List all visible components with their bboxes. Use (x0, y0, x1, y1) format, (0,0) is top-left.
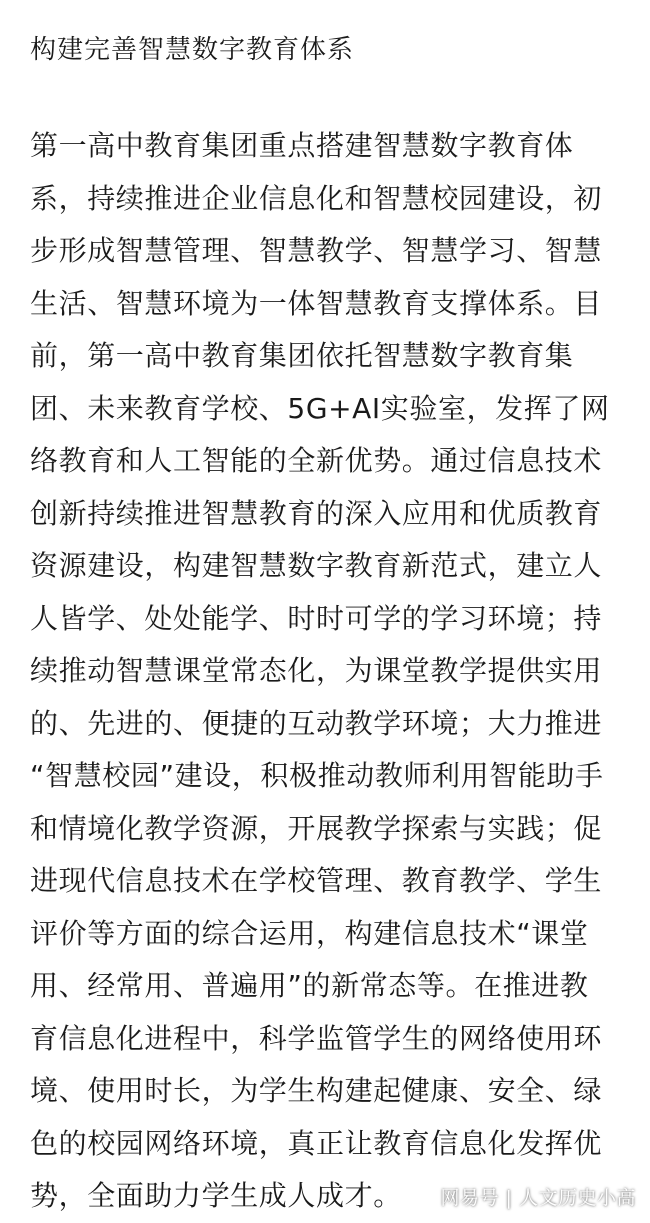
paragraph-line: 进现代信息技术在学校管理、教育教学、学生 (30, 864, 603, 897)
paragraph-line: 团、未来教育学校、5G+AI实验室，发挥了网 (30, 391, 610, 425)
paragraph-line: 评价等方面的综合运用，构建信息技术“课堂 (30, 916, 589, 950)
paragraph-line: 和情境化教学资源，开展教学探索与实践；促 (30, 811, 603, 845)
paragraph-line: 势，全面助力学生成人成才。 (30, 1179, 402, 1212)
article-heading: 构建完善智慧数字教育体系 (30, 35, 355, 65)
paragraph-line: 络教育和人工智能的全新优势。通过信息技术 (30, 444, 603, 477)
paragraph-line: “智慧校园”建设，积极推动教师利用智能助手 (30, 759, 604, 792)
paragraph-line: 创新持续推进智慧教育的深入应用和优质教育 (30, 496, 603, 530)
paragraph-line: 的、先进的、便捷的互动教学环境；大力推进 (30, 706, 603, 740)
article-paragraph (30, 120, 630, 1223)
paragraph-line: 生活、智慧环境为一体智慧教育支撑体系。目 (30, 286, 603, 320)
paragraph-line: 续推动智慧课堂常态化，为课堂教学提供实用 (30, 654, 603, 687)
paragraph-line: 人皆学、处处能学、时时可学的学习环境；持 (30, 601, 603, 635)
paragraph-line: 前，第一高中教育集团依托智慧数字教育集 (30, 339, 574, 372)
paragraph-line: 系，持续推进企业信息化和智慧校园建设，初 (30, 181, 603, 215)
paragraph-line: 第一高中教育集团重点搭建智慧数字教育体 (30, 129, 574, 162)
paragraph-line: 境、使用时长，为学生构建起健康、安全、绿 (30, 1074, 603, 1107)
source-watermark: 网易号 | 人文历史小高 (440, 1187, 636, 1209)
paragraph-line: 色的校园网络环境，真正让教育信息化发挥优 (30, 1126, 603, 1160)
paragraph-line: 步形成智慧管理、智慧教学、智慧学习、智慧 (30, 234, 603, 267)
paragraph-line: 育信息化进程中，科学监管学生的网络使用环 (30, 1021, 603, 1055)
paragraph-line: 用、经常用、普遍用”的新常态等。在推进教 (30, 969, 589, 1002)
paragraph-line: 资源建设，构建智慧数字教育新范式，建立人 (30, 549, 603, 582)
